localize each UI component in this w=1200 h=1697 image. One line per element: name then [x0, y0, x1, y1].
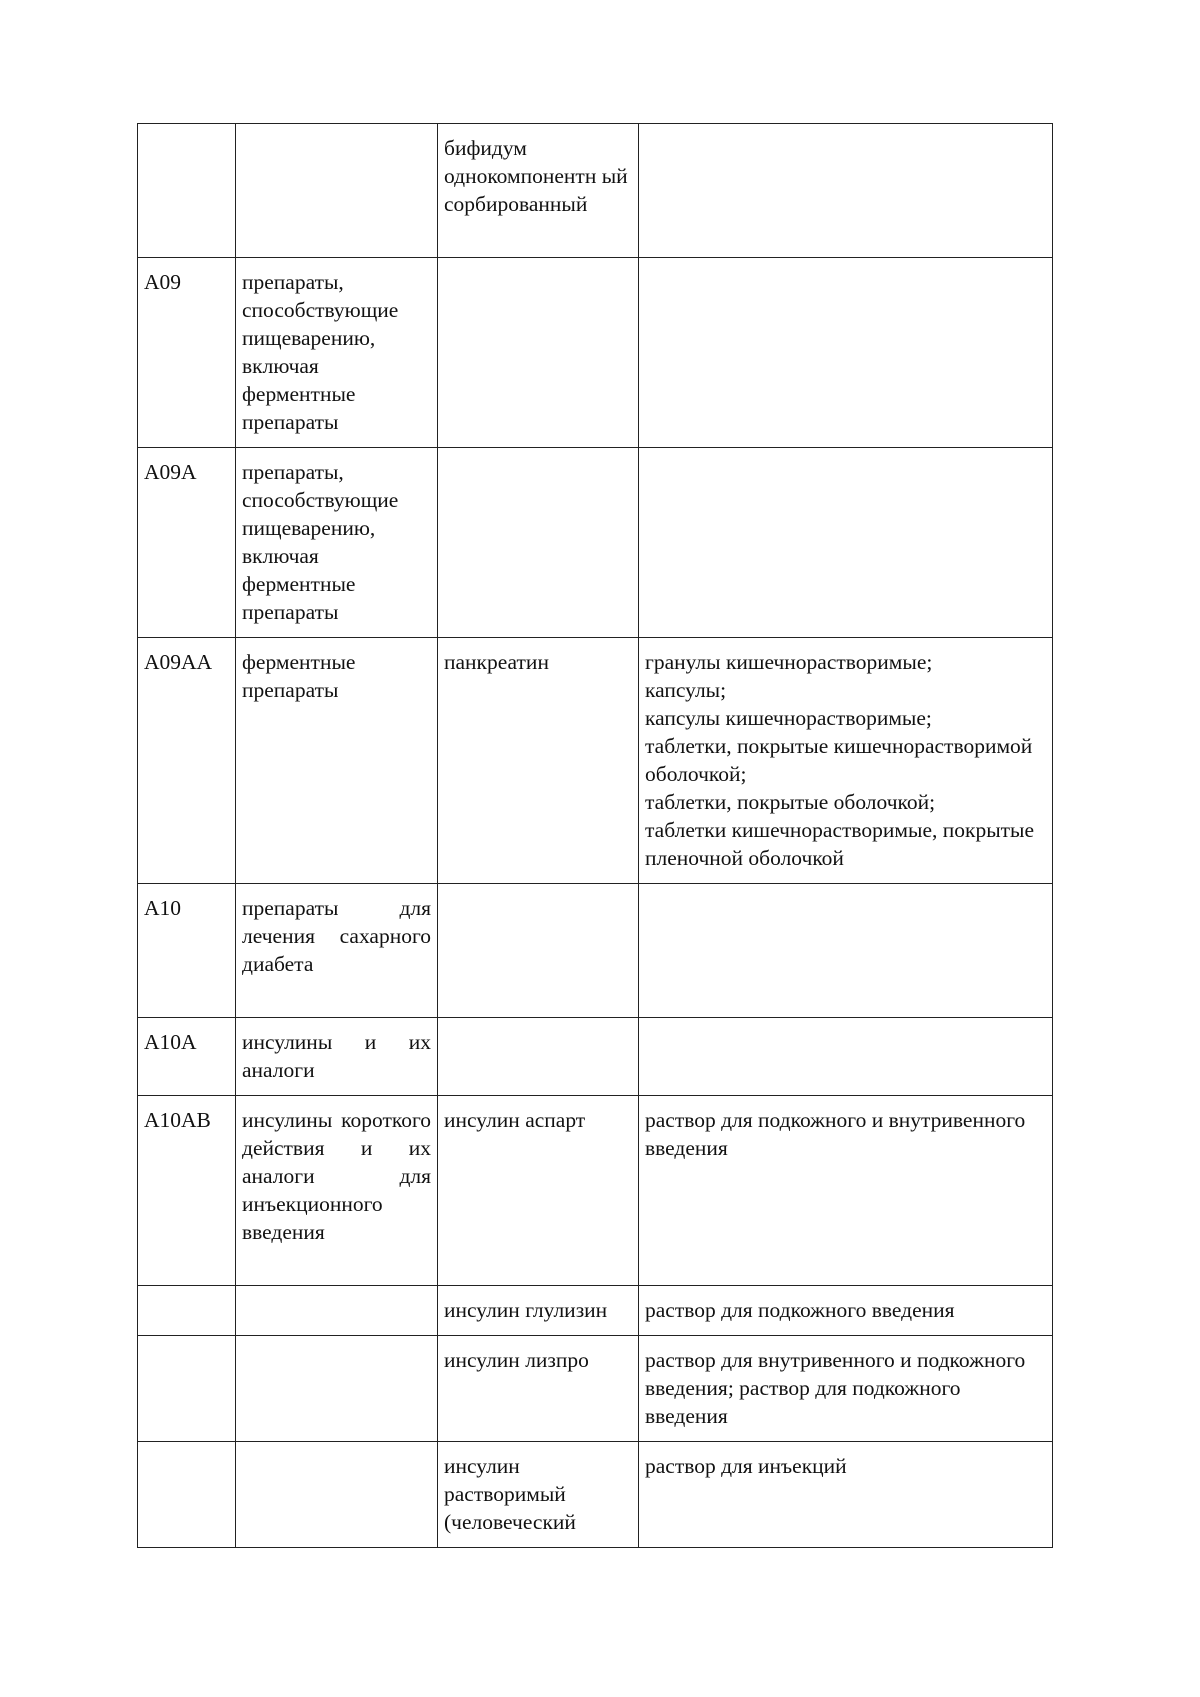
table-row — [138, 638, 1053, 884]
atc-code-cell — [138, 448, 236, 638]
atc-code-cell — [138, 124, 236, 258]
group-name-cell — [236, 1442, 438, 1548]
atc-code-cell — [138, 1286, 236, 1336]
dosage-form: раствор для инъекций — [645, 1454, 847, 1478]
group-name: инсулины короткого действия и их аналоги для инъекционного введения — [242, 1108, 431, 1244]
atc-code: A09 — [144, 270, 182, 294]
dosage-forms-cell — [639, 638, 1053, 884]
group-name-cell — [236, 884, 438, 1018]
group-name-cell — [236, 448, 438, 638]
atc-code-cell — [138, 1336, 236, 1442]
atc-code-cell — [138, 1442, 236, 1548]
group-name-cell — [236, 258, 438, 448]
dosage-forms-cell — [639, 1286, 1053, 1336]
dosage-forms-cell — [639, 1018, 1053, 1096]
drug-name-cell — [438, 1096, 639, 1286]
dosage-form: капсулы кишечнорастворимые; — [645, 706, 932, 730]
group-name-cell — [236, 638, 438, 884]
group-name: препараты, способствующие пищеварению, включая ферментные препараты — [242, 270, 399, 434]
table-row — [138, 448, 1053, 638]
dosage-form: таблетки, покрытые кишечнорастворимой оболочкой; — [645, 734, 1033, 786]
drug-name-cell — [438, 448, 639, 638]
drug-name-cell — [438, 1442, 639, 1548]
atc-code-cell — [138, 884, 236, 1018]
drug-name: инсулин растворимый (человеческий — [444, 1454, 576, 1534]
table-row — [138, 258, 1053, 448]
atc-code-cell — [138, 1096, 236, 1286]
drug-name-cell — [438, 1018, 639, 1096]
atc-code: A10 — [144, 896, 182, 920]
dosage-form: раствор для подкожного и внутривенного введения — [645, 1108, 1026, 1160]
table-row — [138, 124, 1053, 258]
drug-name-cell — [438, 1336, 639, 1442]
atc-code-cell — [138, 638, 236, 884]
group-name: инсулины и их аналоги — [242, 1030, 431, 1082]
table-row — [138, 1286, 1053, 1336]
table-row — [138, 1442, 1053, 1548]
drug-name: инсулин лизпро — [444, 1348, 589, 1372]
dosage-form: капсулы; — [645, 678, 727, 702]
group-name-cell — [236, 1336, 438, 1442]
group-name: препараты, способствующие пищеварению, включая ферментные препараты — [242, 460, 399, 624]
dosage-forms-cell — [639, 884, 1053, 1018]
atc-code-cell — [138, 258, 236, 448]
dosage-form: таблетки кишечнорастворимые, покрытые пленочной оболочкой — [645, 818, 1035, 870]
group-name-cell — [236, 1096, 438, 1286]
drug-name-cell — [438, 258, 639, 448]
drug-list-table — [137, 123, 1053, 1548]
table-row — [138, 1096, 1053, 1286]
drug-name-cell — [438, 638, 639, 884]
atc-code-cell — [138, 1018, 236, 1096]
group-name: препараты для лечения сахарного диабета — [242, 896, 431, 976]
group-name-cell — [236, 1286, 438, 1336]
dosage-form: раствор для подкожного введения — [645, 1298, 955, 1322]
drug-name: бифидум однокомпонентн ый сорбированный — [444, 136, 628, 216]
atc-code: A10A — [144, 1030, 197, 1054]
dosage-forms-cell — [639, 1442, 1053, 1548]
dosage-form: гранулы кишечнорастворимые; — [645, 650, 933, 674]
table-row — [138, 884, 1053, 1018]
drug-name-cell — [438, 1286, 639, 1336]
dosage-forms-cell — [639, 1096, 1053, 1286]
dosage-forms-cell — [639, 258, 1053, 448]
dosage-forms-cell — [639, 1336, 1053, 1442]
dosage-forms-cell — [639, 448, 1053, 638]
drug-name-cell — [438, 884, 639, 1018]
drug-name-cell — [438, 124, 639, 258]
drug-name: инсулин глулизин — [444, 1298, 608, 1322]
dosage-form: таблетки, покрытые оболочкой; — [645, 790, 936, 814]
table-row — [138, 1336, 1053, 1442]
table-row — [138, 1018, 1053, 1096]
drug-name: инсулин аспарт — [444, 1108, 586, 1132]
atc-code: A09AA — [144, 650, 213, 674]
drug-name: панкреатин — [444, 650, 549, 674]
atc-code: A09A — [144, 460, 197, 484]
group-name: ферментные препараты — [242, 650, 356, 702]
dosage-forms-cell — [639, 124, 1053, 258]
group-name-cell — [236, 1018, 438, 1096]
dosage-form: раствор для внутривенного и подкожного введения; раствор для подкожного введения — [645, 1348, 1026, 1428]
atc-code: A10AB — [144, 1108, 211, 1132]
group-name-cell — [236, 124, 438, 258]
